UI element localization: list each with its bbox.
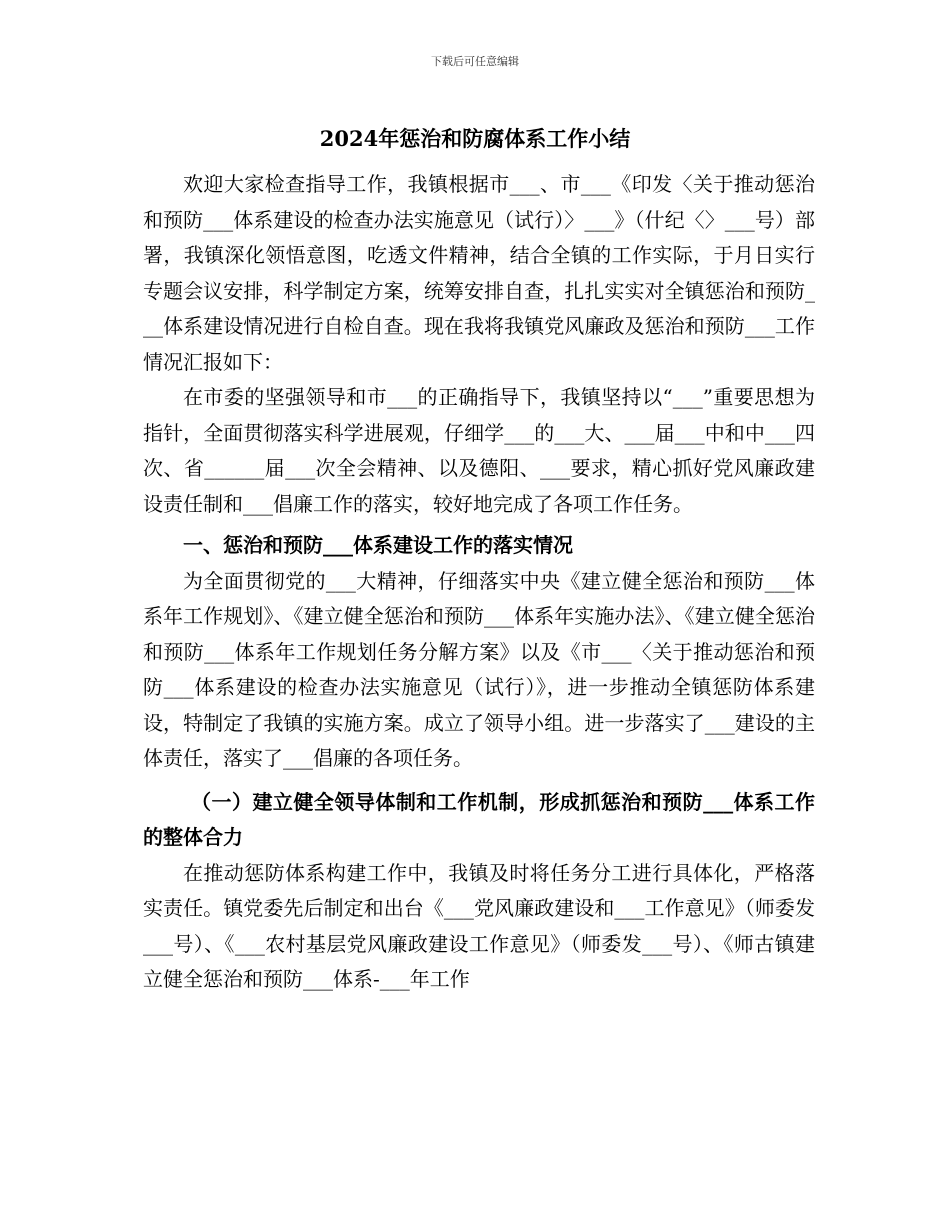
intro-paragraph: 欢迎大家检查指导工作，我镇根据市___、市___《印发〈关于推动惩治和预防___体系建设的检查办法实施意见（试行）〉___》（什纪〈〉___号）部署，我镇深化领悟意图，吃透文件精神，结合全镇的工作实际，于月日实行专题会议安排，科学制定方案，统筹安排自查，扎扎实实对全镇惩治和预防___体系建设情况进行自检自查。现在我将我镇党风廉政及惩治和预防___工作情况汇报如下： <box>143 172 815 374</box>
subsection-paragraph: 在推动惩防体系构建工作中，我镇及时将任务分工进行具体化，严格落实责任。镇党委先后制定和出台《___党风廉政建设和___工作意见》（师委发___号）、《___农村基层党风廉政建设工作意见》（师委发___号）、《师古镇建立健全惩治和预防___体系-___年工作 <box>143 860 815 991</box>
section-heading: 一、惩治和预防___体系建设工作的落实情况 <box>183 533 573 557</box>
context-paragraph: 在市委的坚强领导和市___的正确指导下，我镇坚持以“___”重要思想为指针，全面贯彻落实科学进展观，仔细学___的___大、___届___中和中___四次、省______届___次全会精神、以及德阳、___要求，精心抓好党风廉政建设责任制和___倡廉工作的落实，较好地完成了各项工作任务。 <box>143 385 815 516</box>
document-body <box>143 167 815 998</box>
subsection-heading: （一）建立健全领导体制和工作机制，形成抓惩治和预防___体系工作的整体合力 <box>143 789 815 849</box>
page-header-note: 下载后可任意编辑 <box>431 55 519 68</box>
section-paragraph: 为全面贯彻党的___大精神，仔细落实中央《建立健全惩治和预防___体系年工作规划》、《建立健全惩治和预防___体系年实施办法》、《建立健全惩治和预防___体系年工作规划任务分解方案》以及《市___〈关于推动惩治和预防___体系建设的检查办法实施意见（试行）》，进一步推动全镇惩防体系建设，特制定了我镇的实施方案。成立了领导小组。进一步落实了___建设的主体责任，落实了___倡廉的各项任务。 <box>143 568 815 770</box>
document-title: 2024年惩治和防腐体系工作小结 <box>319 126 631 151</box>
